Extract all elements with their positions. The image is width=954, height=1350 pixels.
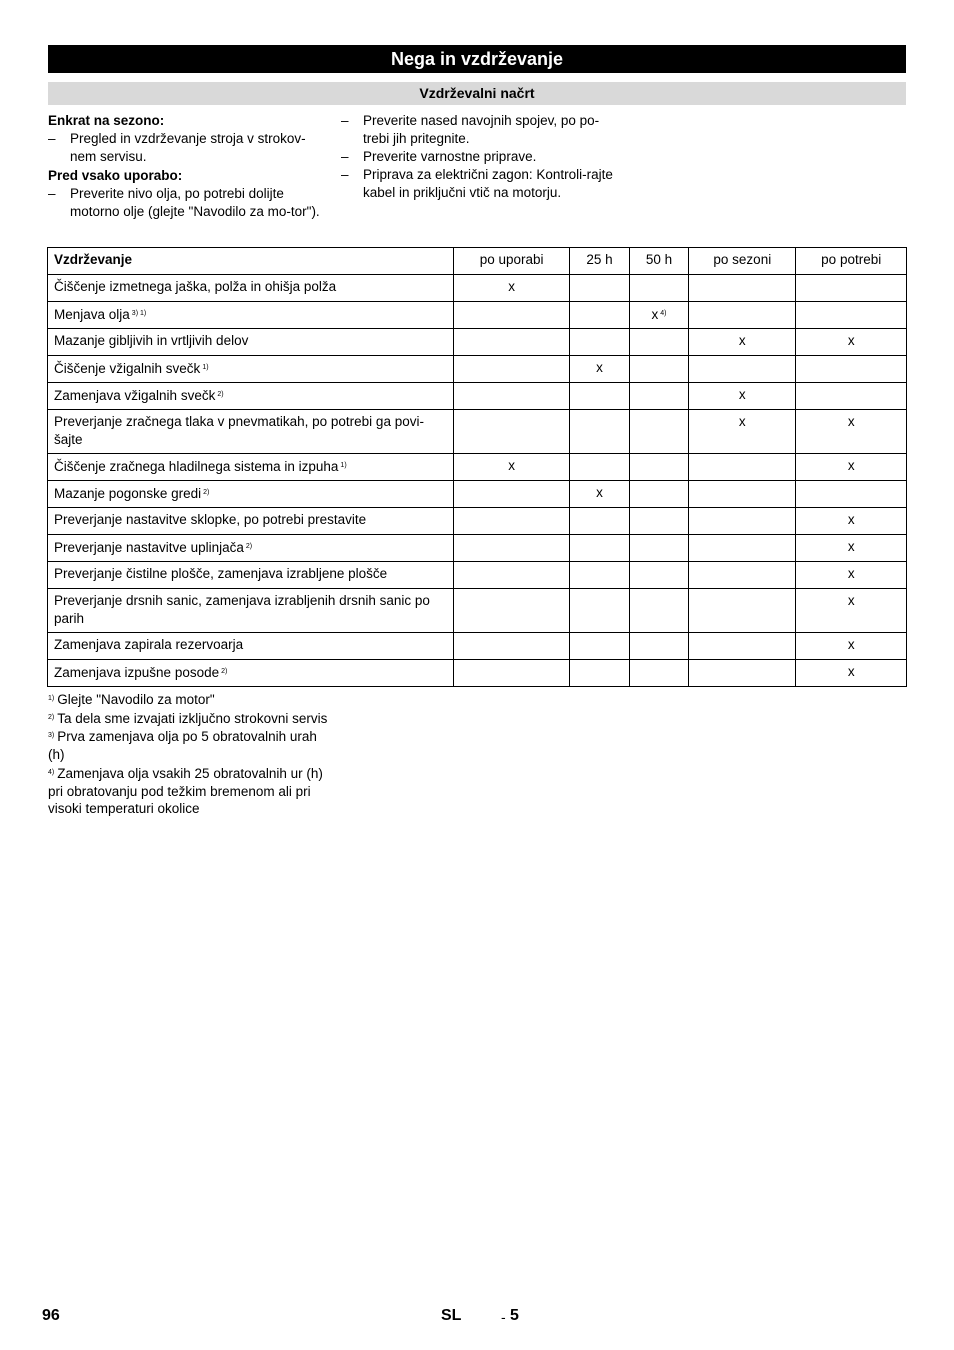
footnote-ref: 2) [217, 391, 224, 398]
list-item-text: Priprava za električni zagon: Kontroli-rajte kabel in priključni vtič na motorju. [363, 167, 613, 200]
interval-cell [570, 275, 629, 302]
table-row [48, 302, 907, 329]
table-row [48, 633, 907, 660]
task-label: Zamenjava zapirala rezervoarja [54, 637, 244, 652]
once-per-season-heading: Enkrat na sezono: [48, 113, 165, 128]
interval-mark: x [847, 566, 855, 581]
interval-mark: x [847, 664, 855, 679]
task-cell [48, 481, 454, 508]
interval-cell [454, 481, 570, 508]
list-item [341, 166, 621, 202]
task-cell [48, 454, 454, 481]
table-row [48, 535, 907, 562]
interval-cell [570, 329, 629, 356]
interval-cell [570, 589, 629, 633]
task-label: Preverjanje nastavitve uplinjača [54, 540, 244, 555]
task-cell [48, 410, 454, 454]
task-cell [48, 633, 454, 660]
footnotes [48, 690, 328, 818]
interval-cell [689, 660, 796, 687]
header-after-season: po sezoni [689, 248, 796, 275]
task-label: Menjava olja [54, 307, 130, 322]
task-label: Preverjanje drsnih sanic, zamenjava izrabljenih drsnih sanic po parih [54, 593, 430, 626]
interval-cell [570, 562, 629, 589]
dash-bullet: – [341, 113, 349, 128]
table-row [48, 329, 907, 356]
interval-cell [570, 302, 629, 329]
task-label: Mazanje gibljivih in vrtljivih delov [54, 333, 249, 348]
interval-cell [454, 383, 570, 410]
list-item-text: Preverite nivo olja, po potrebi dolijte motorno olje (glejte "Navodilo za mo-tor"). [70, 186, 320, 219]
task-cell [48, 535, 454, 562]
task-cell [48, 356, 454, 383]
interval-cell [570, 383, 629, 410]
dash-bullet: – [341, 149, 349, 164]
interval-mark: x [651, 307, 659, 322]
task-cell [48, 275, 454, 302]
interval-cell [629, 454, 688, 481]
task-label: Zamenjava vžigalnih svečk [54, 388, 216, 403]
interval-cell [689, 481, 796, 508]
table-row [48, 454, 907, 481]
interval-cell [629, 275, 688, 302]
page-number: 96 [42, 1307, 60, 1324]
dash-bullet: – [48, 131, 56, 146]
interval-mark: x [508, 458, 516, 473]
task-cell [48, 508, 454, 535]
interval-mark: x [596, 360, 603, 375]
interval-cell [796, 508, 907, 535]
interval-cell [570, 633, 629, 660]
task-label: Preverjanje čistilne plošče, zamenjava izrabljene plošče [54, 566, 388, 581]
interval-cell [689, 275, 796, 302]
section-number: 5 [510, 1307, 519, 1324]
task-cell [48, 329, 454, 356]
interval-cell [629, 562, 688, 589]
interval-cell [796, 589, 907, 633]
footnote-mark: 3) [48, 732, 55, 740]
task-label: Čiščenje vžigalnih svečk [54, 361, 201, 376]
interval-cell [454, 535, 570, 562]
interval-cell [629, 589, 688, 633]
interval-mark: x [847, 593, 855, 608]
interval-cell [629, 481, 688, 508]
header-25h: 25 h [570, 248, 629, 275]
interval-cell [796, 660, 907, 687]
table-row [48, 275, 907, 302]
list-item [48, 130, 328, 166]
footnote-ref: 4) [660, 310, 667, 317]
interval-cell [454, 660, 570, 687]
interval-cell [689, 383, 796, 410]
interval-cell [796, 481, 907, 508]
interval-cell [570, 481, 629, 508]
interval-mark: x [847, 539, 855, 554]
footnote-ref: 1) [340, 462, 347, 469]
interval-cell [570, 535, 629, 562]
task-cell [48, 660, 454, 687]
interval-cell [454, 589, 570, 633]
interval-mark: x [508, 279, 516, 294]
table-row [48, 481, 907, 508]
interval-cell [689, 302, 796, 329]
interval-cell [629, 508, 688, 535]
maintenance-table [47, 247, 907, 687]
list-item-text: Preverite nased navojnih spojev, po po-trebi jih pritegnite. [363, 113, 600, 146]
footnote [48, 690, 328, 709]
interval-cell [454, 633, 570, 660]
interval-cell [629, 633, 688, 660]
interval-mark: x [847, 333, 855, 348]
footnote [48, 709, 328, 728]
interval-cell [689, 508, 796, 535]
footnote-mark: 4) [48, 768, 55, 776]
interval-cell [796, 275, 907, 302]
task-label: Čiščenje izmetnega jaška, polža in ohišja polža [54, 279, 337, 294]
interval-cell [629, 535, 688, 562]
task-cell [48, 383, 454, 410]
interval-cell [454, 454, 570, 481]
footnote-mark: 2) [48, 713, 55, 721]
header-50h: 50 h [629, 248, 688, 275]
interval-cell [689, 562, 796, 589]
header-as-needed: po potrebi [796, 248, 907, 275]
interval-cell [689, 356, 796, 383]
footnote-text: Prva zamenjava olja po 5 obratovalnih urah (h) [48, 729, 317, 763]
interval-cell [629, 660, 688, 687]
interval-cell [454, 302, 570, 329]
list-item [341, 148, 621, 166]
interval-cell [629, 356, 688, 383]
task-cell [48, 589, 454, 633]
section-subtitle: Vzdrževalni načrt [48, 82, 906, 105]
list-item-text: Pregled in vzdrževanje stroja v strokov-nem servisu. [70, 131, 306, 164]
header-maintenance: Vzdrževanje [48, 248, 454, 275]
interval-cell [570, 454, 629, 481]
interval-mark: x [738, 414, 746, 429]
interval-cell [796, 302, 907, 329]
interval-cell [454, 508, 570, 535]
task-cell [48, 562, 454, 589]
task-label: Mazanje pogonske gredi [54, 486, 202, 501]
footnote-text: Zamenjava olja vsakih 25 obratovalnih ur (h) pri obratovanju pod težkim bremenom ali pri visoki temperaturi okolice [48, 765, 323, 817]
interval-mark: x [847, 458, 855, 473]
interval-cell [689, 633, 796, 660]
list-item [48, 185, 328, 221]
table-row [48, 383, 907, 410]
interval-mark: x [847, 637, 855, 652]
interval-cell [796, 383, 907, 410]
intro-column-right [341, 112, 621, 202]
footnote-ref: 2) [221, 668, 228, 675]
footnote-mark: 1) [48, 695, 55, 702]
interval-mark: x [847, 512, 855, 527]
dash-bullet: – [48, 186, 56, 201]
interval-cell [796, 633, 907, 660]
interval-cell [570, 410, 629, 454]
footnote [48, 764, 328, 818]
interval-cell [454, 329, 570, 356]
interval-cell [629, 329, 688, 356]
interval-cell [796, 410, 907, 454]
table-row [48, 356, 907, 383]
interval-cell [689, 410, 796, 454]
table-row [48, 562, 907, 589]
task-label: Zamenjava izpušne posode [54, 665, 220, 680]
interval-cell [689, 589, 796, 633]
interval-cell [796, 562, 907, 589]
task-label: Preverjanje zračnega tlaka v pnevmatikah, po potrebi ga povi-šajte [54, 414, 424, 447]
footer-dash: - [501, 1309, 506, 1325]
table-row [48, 508, 907, 535]
header-after-use: po uporabi [454, 248, 570, 275]
table-header-row [48, 248, 907, 275]
interval-mark: x [596, 485, 603, 500]
footnote-ref: 3) 1) [131, 310, 147, 317]
dash-bullet: – [341, 167, 349, 182]
interval-mark: x [738, 333, 746, 348]
footnote-text: Glejte "Navodilo za motor" [57, 692, 215, 707]
table-row [48, 410, 907, 454]
interval-cell [629, 383, 688, 410]
interval-mark: x [738, 387, 746, 402]
list-item-text: Preverite varnostne priprave. [363, 149, 537, 164]
interval-cell [689, 535, 796, 562]
task-label: Čiščenje zračnega hladilnega sistema in izpuha [54, 459, 339, 474]
maintenance-table-body [48, 248, 907, 687]
before-each-use-heading: Pred vsako uporabo: [48, 168, 183, 183]
table-row [48, 589, 907, 633]
interval-cell [570, 508, 629, 535]
page-title: Nega in vzdrževanje [48, 45, 906, 73]
footnote-ref: 1) [202, 364, 209, 371]
interval-mark: x [847, 414, 855, 429]
intro-column-left [48, 112, 328, 221]
interval-cell [454, 275, 570, 302]
list-item [341, 112, 621, 148]
footnote [48, 727, 328, 763]
task-label: Preverjanje nastavitve sklopke, po potrebi prestavite [54, 512, 367, 527]
interval-cell [796, 454, 907, 481]
interval-cell [570, 356, 629, 383]
interval-cell [796, 535, 907, 562]
interval-cell [629, 410, 688, 454]
interval-cell [454, 356, 570, 383]
footnote-ref: 2) [245, 543, 253, 550]
task-cell [48, 302, 454, 329]
table-row [48, 660, 907, 687]
footnote-text: Ta dela sme izvajati izključno strokovni servis [57, 710, 328, 726]
interval-cell [570, 660, 629, 687]
interval-cell [454, 410, 570, 454]
interval-cell [454, 562, 570, 589]
footnote-ref: 2) [203, 489, 210, 496]
interval-cell [689, 454, 796, 481]
interval-cell [629, 302, 688, 329]
interval-cell [689, 329, 796, 356]
interval-cell [796, 329, 907, 356]
interval-cell [796, 356, 907, 383]
language-code: SL [441, 1307, 462, 1324]
